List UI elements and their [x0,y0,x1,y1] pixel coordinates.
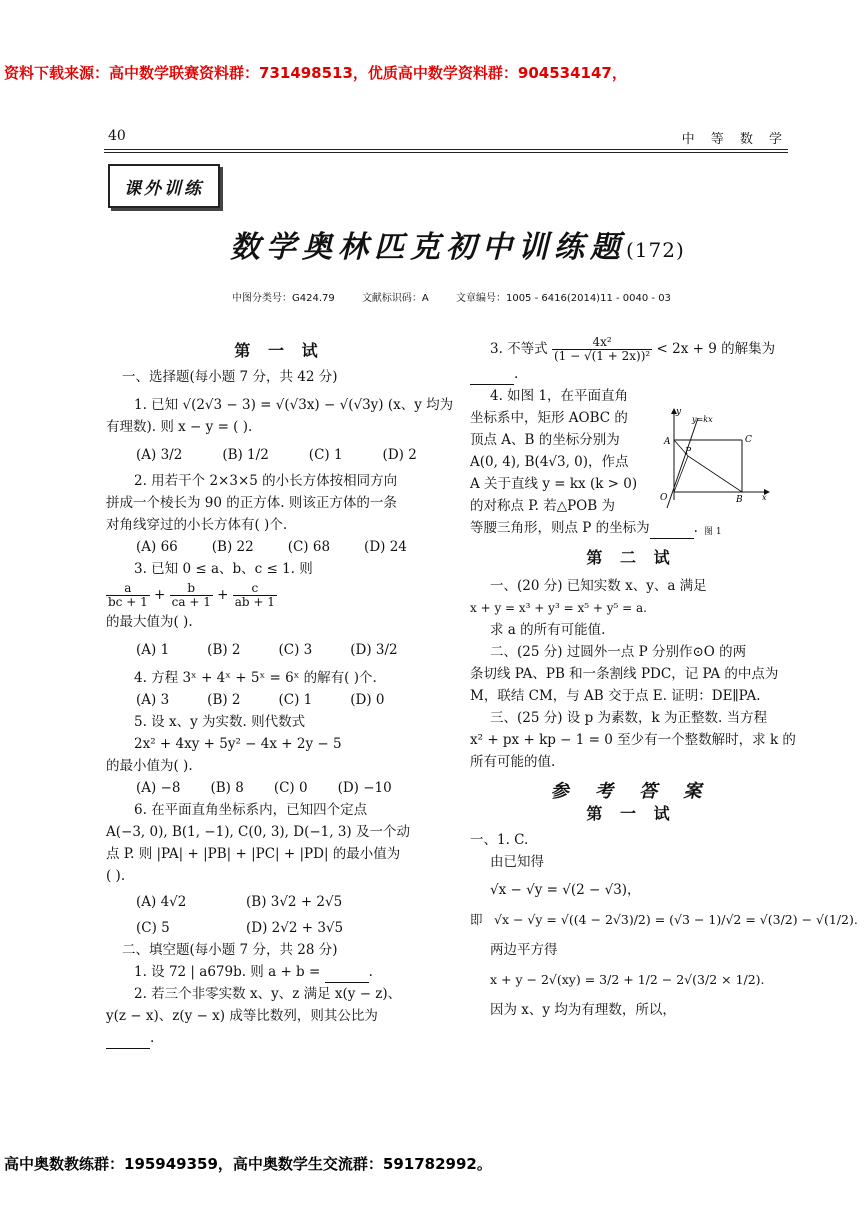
header-rule-thin [104,152,788,153]
f2-line3: . [106,1027,452,1049]
title-issue: (172) [626,238,685,262]
q1-option-d: (D) 2 [382,447,417,463]
title-text: 数学奥林匹克初中训练题 [230,230,626,265]
q3-expression: $\frac{a}{bc + 1}$ + $\frac{b}{ca + 1}$ + $\frac{c}{ab + 1}$ [108,581,275,609]
f4-line3: 顶点 A、B 的坐标分别为 [470,432,620,448]
answers-test1-heading: 第 一 试 [586,804,676,823]
fig-label-A: A [664,437,671,447]
q4-options [106,689,452,711]
q3-frac-c: $\frac{c}{ab + 1}$ [234,581,275,609]
q1-option-a: (A) 3/2 [136,447,183,463]
q3-options [106,639,452,661]
q6-option-d: (D) 2√2 + 3√5 [246,920,344,936]
f1-line: 1. 设 72 | a679b. 则 a + b = . [106,961,452,983]
part1-heading: 一、选择题(每小题 7 分，共 42 分) [122,369,338,385]
meta-article-no: 文章编号：1005 - 6416(2014)11 - 0040 - 03 [455,293,671,304]
q6-line3: 点 P. 则 |PA| + |PB| + |PC| + |PD| 的最小值为 [106,846,401,862]
q2-line1: 2. 用若干个 2×3×5 的小长方体按相同方向 [134,473,398,489]
answers-heading: 参 考 答 案 [550,781,712,802]
f3-blank [470,370,514,385]
q4-option-a: (A) 3 [136,692,170,708]
t2-q1-line3: 求 a 的所有可能值. [490,622,606,638]
t2-q1-line2: x + y = x³ + y³ = x⁵ + y⁵ = a. [470,601,647,615]
figure-1 [652,404,770,532]
t2-q2-line3: M，联结 CM，与 AB 交于点 E. 证明：DE∥PA. [470,688,761,704]
f3-line1: 3. 不等式 $\frac{\text{4x²}}{\text{(1 − √(1 + 2x))²}}$ < 2x + 9 的解集为 [490,335,776,363]
q5-option-d: (D) −10 [337,780,392,796]
q6-options-row1 [106,891,452,913]
q2-option-d: (D) 24 [364,539,407,555]
q4-option-b: (B) 2 [207,692,241,708]
q3-frac-a: $\frac{a}{bc + 1}$ [108,581,148,609]
f4-line6: 的对称点 P. 若△POB 为 [470,498,615,514]
f3-fraction: $\frac{\text{4x²}}{\text{(1 − √(1 + 2x))²}}$ [553,335,651,363]
q6-line4: ( ). [106,868,126,884]
q3-option-a: (A) 1 [136,642,170,658]
q2-line2: 拼成一个棱长为 90 的正方体. 则该正方体的一条 [106,495,397,511]
article-meta [232,289,695,304]
f4-line1: 4. 如图 1，在平面直角 [490,388,629,404]
q3-option-c: (C) 3 [278,642,313,658]
q6-option-b: (B) 3√2 + 2√5 [246,894,343,910]
fig-label-P: P [685,447,692,457]
t2-q3-line3: 所有可能的值. [470,754,556,770]
q5-option-c: (C) 0 [273,780,308,796]
q4-line: 4. 方程 3ˣ + 4ˣ + 5ˣ = 6ˣ 的解有( )个. [134,670,377,686]
footer-banner: 高中奥数教练群：195949359，高中奥数学生交流群：591782992。 [4,1155,492,1173]
f3-line2: . [470,363,792,385]
q5-options [106,777,452,799]
q2-option-b: (B) 22 [211,539,254,555]
f4-line5: A 关于直线 y = kx (k > 0) [470,476,638,492]
q5-line2: 的最小值为( ). [106,758,193,774]
q1-option-c: (C) 1 [308,447,343,463]
f4-line2: 坐标系中，矩形 AOBC 的 [470,410,628,426]
q1-line2: 有理数). 则 x − y = ( ). [106,419,253,435]
test2-heading: 第 二 试 [586,548,676,567]
q6-option-c: (C) 5 [136,920,170,936]
meta-clc: 中图分类号：G424.79 [232,293,335,304]
ans-line5: 两边平方得 [490,942,558,958]
ans-line4: 即 √x − √y = √((4 − 2√3)/2) = (√3 − 1)/√2 = √(3/2) − √(1/2). [470,912,858,927]
q3-line2: 的最大值为( ). [106,614,193,630]
test1-heading: 第 一 试 [234,341,324,360]
fig-label-y: y [676,407,682,417]
q2-option-a: (A) 66 [136,539,178,555]
page-number: 40 [108,128,126,144]
f2-blank [106,1034,150,1049]
q5-option-b: (B) 8 [210,780,244,796]
f4-line4: A(0, 4), B(4√3, 0)，作点 [470,454,629,470]
q3-line1: 3. 已知 0 ≤ a、b、c ≤ 1. 则 [134,561,313,577]
meta-doc-code: 文献标识码：A [361,293,429,304]
ans-line7: 因为 x、y 均为有理数，所以， [490,1002,676,1018]
q6-option-a: (A) 4√2 [136,894,187,910]
header-rule [104,149,788,150]
q4-option-d: (D) 0 [350,692,385,708]
q6-options-row2 [106,917,452,939]
source-banner: 资料下载来源：高中数学联赛资料群：731498513，优质高中数学资料群：904534147， [4,64,627,82]
ans-line1: 一、1. C. [470,832,529,848]
q1-option-b: (B) 1/2 [222,447,269,463]
q6-line2: A(−3, 0), B(1, −1), C(0, 3), D(−1, 3) 及一个动 [106,824,410,840]
q2-line3: 对角线穿过的小长方体有( )个. [106,517,288,533]
f1-blank [325,968,369,983]
section-label: 课外训练 [108,164,220,208]
ans-line3: √x − √y = √(2 − √3)， [490,882,641,898]
q2-option-c: (C) 68 [287,539,331,555]
fig-label-line: y=kx [692,415,713,424]
fig-label-B: B [736,495,743,505]
q4-option-c: (C) 1 [278,692,313,708]
fig-label-C: C [745,435,752,445]
journal-name: 中 等 数 学 [681,132,788,147]
figure-1-svg [652,404,770,526]
f2-line1: 2. 若三个非零实数 x、y、z 满足 x(y − z)、 [134,986,402,1002]
t2-q2-line1: 二、(25 分) 过圆外一点 P 分别作⊙O 的两 [490,644,747,660]
q3-option-d: (D) 3/2 [350,642,398,658]
q2-options [106,536,452,558]
t2-q2-line2: 条切线 PA、PB 和一条割线 PDC，记 PA 的中点为 [470,666,779,682]
ans-line6: x + y − 2√(xy) = 3/2 + 1/2 − 2√(3/2 × 1/2). [490,972,765,987]
q1-line1: 1. 已知 √(2√3 − 3) = √(√3x) − √(√3y) (x、y 均为 [134,397,454,413]
figure-caption: 图 1 [704,527,722,537]
t2-q3-line2: x² + px + kp − 1 = 0 至少有一个整数解时，求 k 的 [470,732,796,748]
t2-q1-line1: 一、(20 分) 已知实数 x、y、a 满足 [490,578,707,594]
q6-line1: 6. 在平面直角坐标系内，已知四个定点 [134,802,368,818]
q3-frac-b: $\frac{b}{ca + 1}$ [171,581,211,609]
article-title [230,222,685,266]
f4-line7: 等腰三角形，则点 P 的坐标为 . [470,517,792,539]
q5-expression: 2x² + 4xy + 5y² − 4x + 2y − 5 [134,736,342,752]
q3-option-b: (B) 2 [207,642,241,658]
part2-heading: 二、填空题(每小题 7 分，共 28 分) [122,942,338,958]
left-column [106,340,452,1049]
fig-label-O: O [660,493,668,503]
q5-option-a: (A) −8 [136,780,181,796]
fig-label-x: x [762,493,767,502]
q5-line1: 5. 设 x、y 为实数. 则代数式 [134,714,306,730]
f2-line2: y(z − x)、z(y − x) 成等比数列，则其公比为 [106,1008,378,1024]
t2-q3-line1: 三、(25 分) 设 p 为素数，k 为正整数. 当方程 [490,710,768,726]
ans-line2: 由已知得 [490,854,544,870]
q1-options [106,444,452,466]
